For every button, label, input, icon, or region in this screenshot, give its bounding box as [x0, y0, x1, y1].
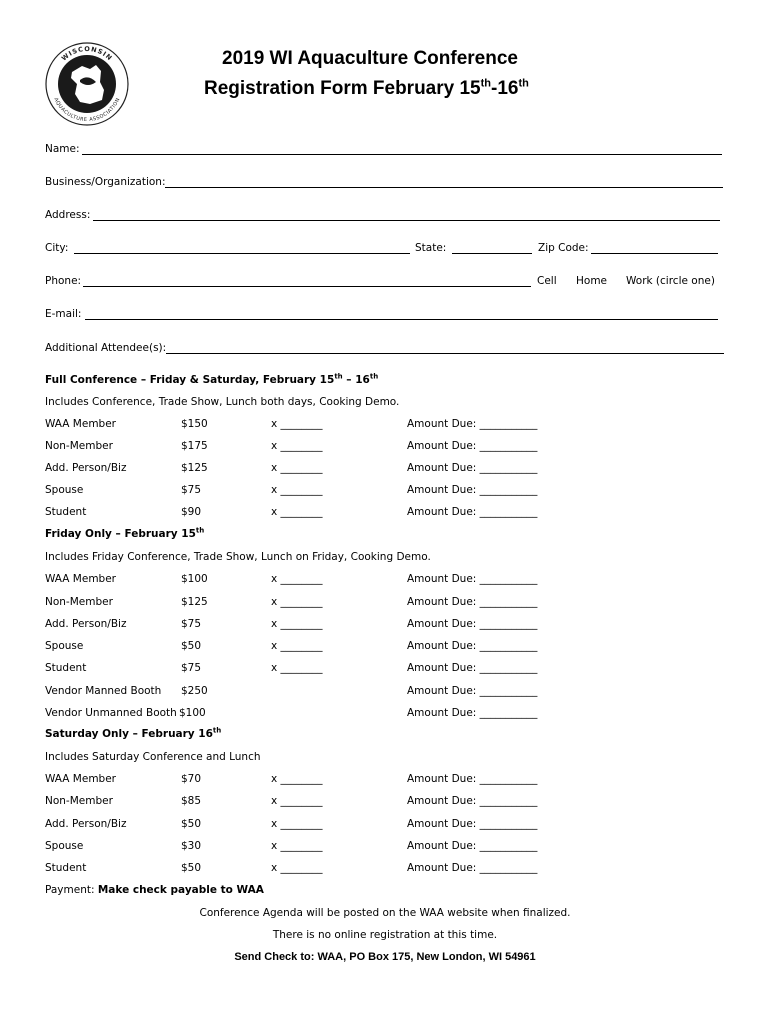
payment-line — [45, 884, 264, 896]
fee-label: Non-Member — [45, 596, 113, 608]
quantity-field[interactable]: x ________ — [271, 440, 323, 452]
fee-label: Non-Member — [45, 440, 113, 452]
quantity-field[interactable]: x ________ — [271, 573, 323, 585]
fee-label: Vendor Manned Booth — [45, 685, 162, 697]
address-label: Address: — [45, 209, 91, 221]
amount-due-field[interactable]: Amount Due: ___________ — [407, 418, 538, 430]
address-field[interactable] — [93, 220, 720, 221]
saturday-only-heading: Saturday Only – February 16th — [45, 726, 222, 740]
email-field[interactable] — [85, 319, 718, 320]
fee-label: Spouse — [45, 640, 84, 652]
fee-price: $175 — [181, 440, 208, 452]
amount-due-field[interactable]: Amount Due: ___________ — [407, 862, 538, 874]
state-field[interactable] — [452, 253, 532, 254]
fee-price: $90 — [181, 506, 202, 518]
amount-due-field[interactable]: Amount Due: ___________ — [407, 662, 538, 674]
payment-instruction: Make check payable to WAA — [97, 884, 264, 896]
amount-due-field[interactable]: Amount Due: ___________ — [407, 707, 538, 719]
full-conference-heading: Full Conference – Friday & Saturday, February 15th – 16th — [45, 372, 379, 386]
fee-price: $75 — [181, 662, 202, 674]
amount-due-field[interactable]: Amount Due: ___________ — [407, 506, 538, 518]
fee-price: $100 — [181, 573, 208, 585]
additional-attendees-field[interactable] — [166, 353, 724, 354]
page-title: 2019 WI Aquaculture Conference — [222, 48, 518, 69]
email-label: E-mail: — [45, 308, 82, 320]
quantity-field[interactable]: x ________ — [271, 862, 323, 874]
fee-label: Add. Person/Biz — [45, 462, 127, 474]
fee-price: $75 — [181, 618, 202, 630]
friday-only-includes: Includes Friday Conference, Trade Show, Lunch on Friday, Cooking Demo. — [45, 551, 431, 563]
quantity-field[interactable]: x ________ — [271, 596, 323, 608]
fee-price: $75 — [181, 484, 202, 496]
zip-label: Zip Code: — [538, 242, 589, 254]
cell-option[interactable]: Cell — [537, 275, 557, 287]
quantity-field[interactable]: x ________ — [271, 773, 323, 785]
payment-label: Payment: — [45, 884, 98, 896]
fee-label: Student — [45, 662, 87, 674]
quantity-field[interactable]: x ________ — [271, 840, 323, 852]
amount-due-field[interactable]: Amount Due: ___________ — [407, 618, 538, 630]
fee-label: WAA Member — [45, 418, 116, 430]
amount-due-field[interactable]: Amount Due: ___________ — [407, 596, 538, 608]
fee-label: Vendor Unmanned Booth — [45, 707, 177, 719]
friday-only-heading: Friday Only – February 15th — [45, 526, 205, 540]
amount-due-field[interactable]: Amount Due: ___________ — [407, 840, 538, 852]
fee-price: $50 — [181, 818, 202, 830]
amount-due-field[interactable]: Amount Due: ___________ — [407, 685, 538, 697]
fee-price: $250 — [181, 685, 208, 697]
amount-due-field[interactable]: Amount Due: ___________ — [407, 640, 538, 652]
quantity-field[interactable]: x ________ — [271, 795, 323, 807]
quantity-field[interactable]: x ________ — [271, 640, 323, 652]
fee-label: Student — [45, 862, 87, 874]
quantity-field[interactable]: x ________ — [271, 818, 323, 830]
amount-due-field[interactable]: Amount Due: ___________ — [407, 773, 538, 785]
fee-price: $50 — [181, 862, 202, 874]
quantity-field[interactable]: x ________ — [271, 418, 323, 430]
business-label: Business/Organization: — [45, 176, 166, 188]
quantity-field[interactable]: x ________ — [271, 506, 323, 518]
logo-text-top: WISCONSIN — [60, 44, 115, 63]
fee-price: $125 — [181, 596, 208, 608]
amount-due-field[interactable]: Amount Due: ___________ — [407, 795, 538, 807]
agenda-note: Conference Agenda will be posted on the WAA website when finalized. — [199, 907, 571, 919]
name-field[interactable] — [82, 154, 722, 155]
quantity-field[interactable]: x ________ — [271, 662, 323, 674]
fee-label: WAA Member — [45, 573, 116, 585]
fee-price: $50 — [181, 640, 202, 652]
fee-label: Student — [45, 506, 87, 518]
no-online-note: There is no online registration at this time. — [272, 929, 498, 941]
fee-price: $150 — [181, 418, 208, 430]
phone-label: Phone: — [45, 275, 82, 287]
additional-attendees-label: Additional Attendee(s): — [45, 342, 167, 354]
fee-label: Add. Person/Biz — [45, 618, 127, 630]
fee-price: $30 — [181, 840, 202, 852]
fee-price: $125 — [181, 462, 208, 474]
page-subtitle: Registration Form February 15th-16th — [204, 77, 529, 99]
amount-due-field[interactable]: Amount Due: ___________ — [407, 818, 538, 830]
name-label: Name: — [45, 143, 80, 155]
fee-price: $70 — [181, 773, 202, 785]
saturday-only-includes: Includes Saturday Conference and Lunch — [45, 751, 261, 763]
fee-label: WAA Member — [45, 773, 116, 785]
business-field[interactable] — [165, 187, 723, 188]
home-option[interactable]: Home — [576, 275, 608, 287]
quantity-field[interactable]: x ________ — [271, 462, 323, 474]
quantity-field[interactable]: x ________ — [271, 618, 323, 630]
fee-label: Add. Person/Biz — [45, 818, 127, 830]
fee-label: Spouse — [45, 484, 84, 496]
amount-due-field[interactable]: Amount Due: ___________ — [407, 573, 538, 585]
work-option[interactable]: Work (circle one) — [626, 275, 715, 287]
quantity-field[interactable]: x ________ — [271, 484, 323, 496]
fee-label: Non-Member — [45, 795, 113, 807]
amount-due-field[interactable]: Amount Due: ___________ — [407, 462, 538, 474]
zip-field[interactable] — [591, 253, 718, 254]
amount-due-field[interactable]: Amount Due: ___________ — [407, 484, 538, 496]
phone-field[interactable] — [83, 286, 531, 287]
state-label: State: — [415, 242, 447, 254]
waa-logo — [44, 36, 130, 130]
fee-price: $85 — [181, 795, 202, 807]
fee-price: $100 — [179, 707, 206, 719]
amount-due-field[interactable]: Amount Due: ___________ — [407, 440, 538, 452]
city-field[interactable] — [74, 253, 410, 254]
send-check-address: Send Check to: WAA, PO Box 175, New London, WI 54961 — [234, 951, 536, 963]
fee-label: Spouse — [45, 840, 84, 852]
logo-text-bottom: AQUACULTURE ASSOCIATION — [52, 96, 122, 124]
city-label: City: — [45, 242, 69, 254]
full-conference-includes: Includes Conference, Trade Show, Lunch both days, Cooking Demo. — [45, 396, 400, 408]
